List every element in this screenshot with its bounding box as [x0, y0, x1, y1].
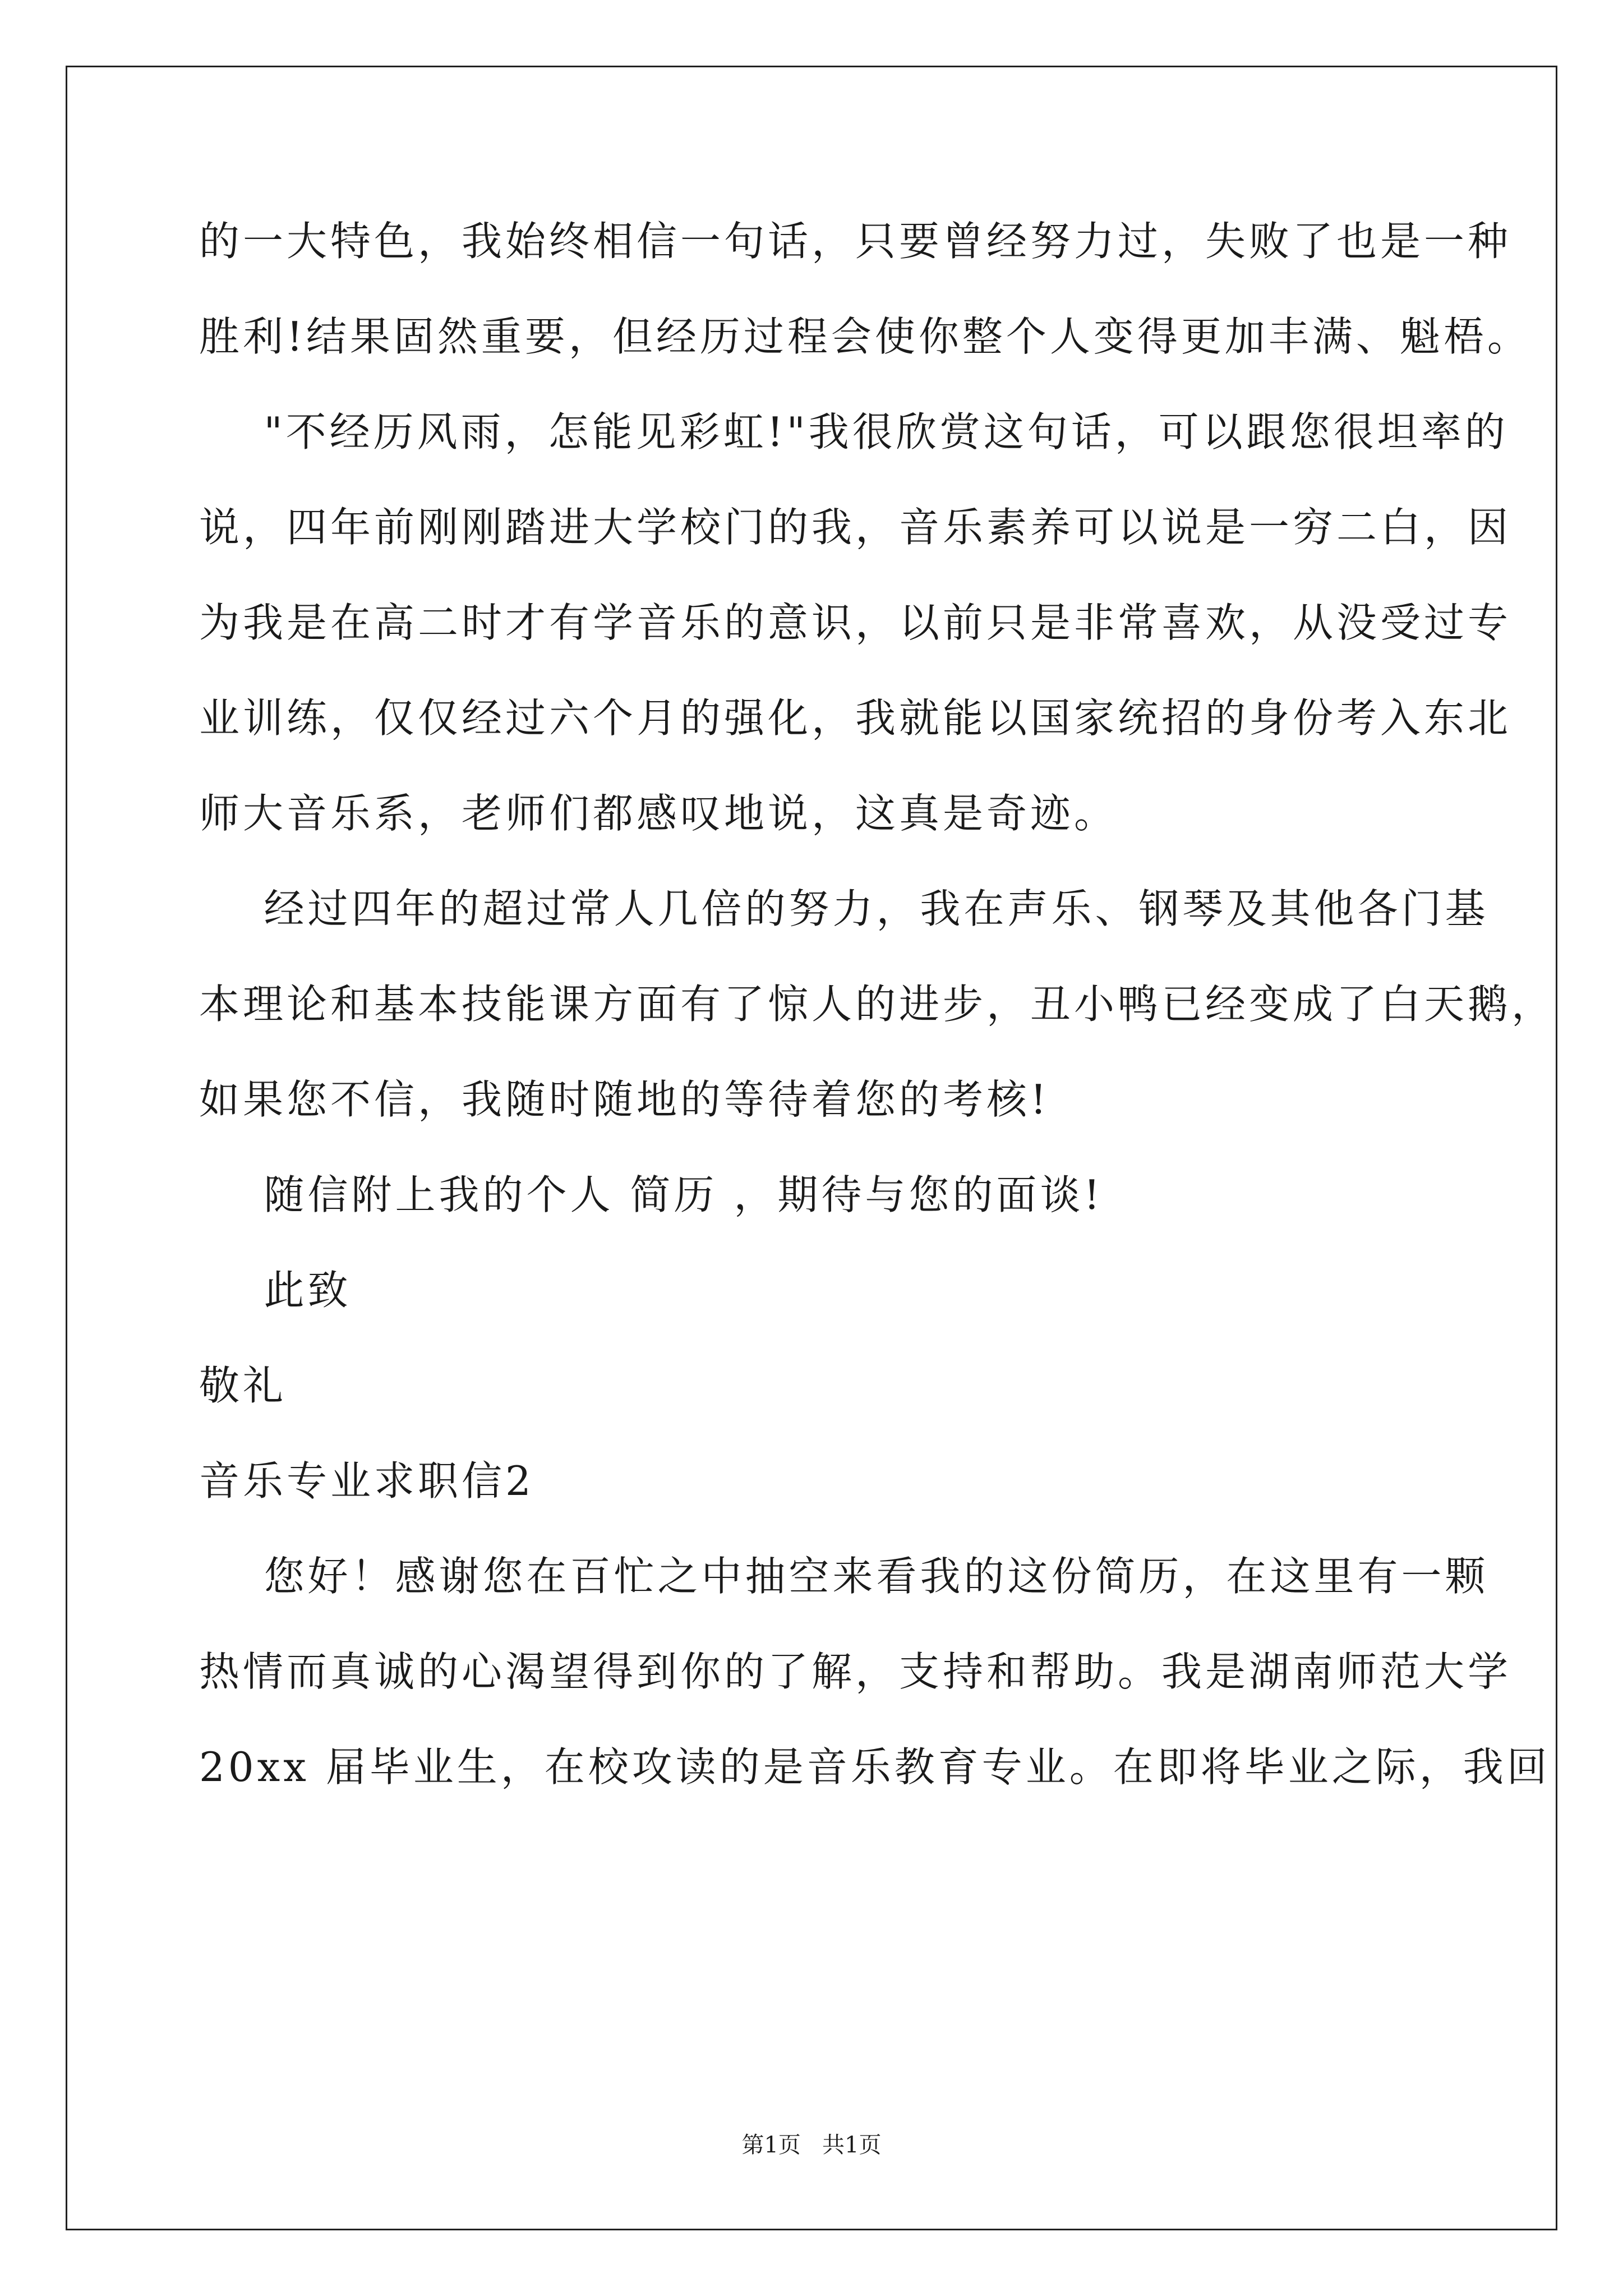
salutation-closing: 此致 [199, 1267, 352, 1314]
text-line: "不经历风雨，怎能见彩虹!"我很欣赏这句话，可以跟您很坦率的 [199, 408, 1509, 455]
page-border [66, 66, 1557, 2230]
text-line: 随信附上我的个人 简历 ，期待与您的面谈! [199, 1171, 1104, 1218]
text-line: 的一大特色，我始终相信一句话，只要曾经努力过，失败了也是一种 [199, 218, 1512, 265]
text-line: 说，四年前刚刚踏进大学校门的我，音乐素养可以说是一穷二白，因 [199, 504, 1512, 551]
text-line: 为我是在高二时才有学音乐的意识，以前只是非常喜欢，从没受过专 [199, 599, 1512, 646]
text-line: 师大音乐系，老师们都感叹地说，这真是奇迹。 [199, 790, 1118, 837]
salutation-respect: 敬礼 [199, 1362, 287, 1409]
section-heading: 音乐专业求职信2 [199, 1457, 534, 1504]
text-line: 业训练，仅仅经过六个月的强化，我就能以国家统招的身份考入东北 [199, 694, 1512, 742]
text-line: 本理论和基本技能课方面有了惊人的进步，丑小鸭已经变成了白天鹅， [199, 981, 1556, 1028]
text-line: 经过四年的超过常人几倍的努力，我在声乐、钢琴及其他各门基 [199, 885, 1489, 932]
text-line: 热情而真诚的心渴望得到你的了解，支持和帮助。我是湖南师范大学 [199, 1648, 1512, 1695]
text-line: 20xx 届毕业生，在校攻读的是音乐教育专业。在即将毕业之际，我回 [199, 1743, 1551, 1791]
text-line: 您好！感谢您在百忙之中抽空来看我的这份简历，在这里有一颗 [199, 1553, 1489, 1600]
text-line: 如果您不信，我随时随地的等待着您的考核! [199, 1076, 1050, 1123]
text-line: 胜利!结果固然重要，但经历过程会使你整个人变得更加丰满、魁梧。 [199, 313, 1531, 360]
page-footer: 第1页 共1页 [741, 2132, 882, 2158]
